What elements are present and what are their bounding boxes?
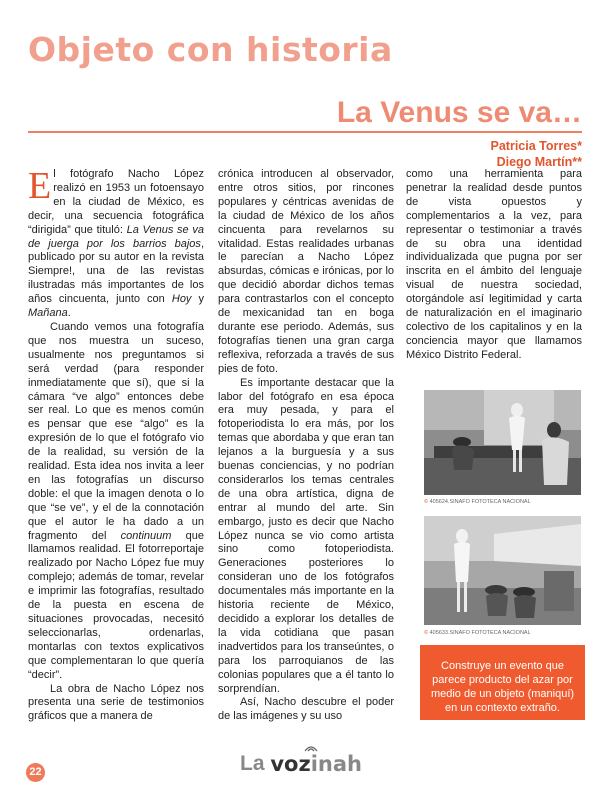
text-run: l fotógrafo Nacho López realizó en 1953 un fotoensayo en la ciudad de México, es decir, una secuencia fotográfica “dirigida” que tituló: [28, 168, 204, 236]
article-title: La Venus se va… [336, 96, 582, 129]
text-run: que llamamos realidad. El fotorreportaje realizado por Nacho López fue muy complejo; además de tomar, revelar e imprimir las fotografías, resultado de la puesta en escena de situaciones provocadas, necesitó seleccionarlas, ordenarlas, montarlas con textos explicativos que complementaran lo que quería “decir”. [28, 529, 204, 681]
italic-title: Mañana [28, 307, 68, 320]
credit-text: 405624.SINAFO FOTOTECA NACIONAL [428, 499, 531, 505]
copyright-mark: © [424, 499, 429, 505]
italic-title: Hoy [171, 293, 192, 306]
drop-cap: E [28, 165, 52, 207]
paragraph-3: La obra de Nacho López nos presenta una serie de testimonios gráficos que a manera de [28, 682, 204, 723]
page-number: 22 [26, 763, 45, 782]
signal-waves-icon [302, 742, 320, 752]
photo-credit-1 [424, 499, 581, 505]
paragraph-7: como una herramienta para penetrar la realidad desde puntos de vista opuestos y complementarios a la vez, para representar o testimoniar a través de su obra una identidad individualizada que pugna por ser inscrita en el ámbito del lenguaje visual de nuestra sociedad, otorgándole así legitimidad y carta de naturalización en el imaginario colectivo de los capitalinos y en la conciencia mayor que llamamos México Distrito Federal. [406, 168, 582, 361]
logo-voz: voz [270, 752, 311, 776]
credit-text: 405633.SINAFO FOTOTECA NACIONAL [428, 630, 531, 636]
paragraph-6: Así, Nacho descubre el poder de las imágenes y su uso [218, 696, 394, 723]
paragraph-intro [28, 165, 205, 321]
paragraph-2 [28, 321, 204, 683]
text-run: Cuando vemos una fotografía que nos muestra un suceso, usualmente nos preguntamos si será verdad (para responder inmediatamente que sí), que si la cámara “ve algo” entonces debe ser real. Lo que es menos común es pensar que ese “algo” es la expresión de lo que el fotógrafo vio de la realidad, su versión de la realidad. Esta idea nos invita a leer en las fotografías un discurso doble: el que la imagen denota o lo que “se ve”, y el de la connotación que el autor le ha dado a un fragmento del [28, 320, 204, 542]
text-run: y [191, 293, 205, 306]
author-2: Diego Martín** [496, 155, 582, 169]
italic-title: La Venus se va de juerga por los barrios bajos [28, 223, 204, 250]
callout-box: Construye un evento que parece producto del azar por medio de un objeto (maniquí) en un contexto extraño. [420, 645, 585, 720]
paragraph-4: crónica introducen al observador, entre otros sitios, por rincones populares y céntricas avenidas de la ciudad de México de los años cincuenta para revelarnos su vitalidad. Estas realidades urbanas le parecían a Nacho López absurdas, cómicas e irónicas, por lo que decidió abordar dichos temas para contrastarlos con el concepto de mexicanidad tan en boga durante ese periodo. Además, sus fotografías tienen una gran carga reflexiva, reforzada a través de sus pies de foto. [218, 168, 394, 375]
article-column-1 [28, 165, 205, 724]
photo-mannequin-street [424, 516, 581, 625]
photo-mannequin-table [424, 390, 581, 495]
article-column-3 [406, 168, 582, 363]
la-voz-inah-logo [240, 752, 362, 782]
photo-mannequin-street-image [424, 516, 581, 625]
copyright-mark: © [424, 630, 429, 636]
photo-credit-2 [424, 630, 581, 636]
author-1: Patricia Torres* [490, 139, 582, 153]
text-run: . [67, 307, 71, 320]
logo-inah: inah [310, 752, 362, 776]
section-title: Objeto con historia [28, 30, 393, 69]
logo-la: La [240, 752, 271, 775]
text-run: , publicado por su autor en la revista Siempre!, una de las revistas ilustradas más importantes de los años cincuenta, junto con [28, 237, 204, 306]
authors [491, 138, 582, 170]
article-column-2 [218, 168, 394, 724]
photo-mannequin-table-image [424, 390, 581, 495]
paragraph-5: Es importante destacar que la labor del fotógrafo en esa época era muy pesada, y para el fotoperiodista lo era más, por los temas que abordaba y que eran tan lejanos a la burguesía y a sus buenas conciencias, y no podrían considerarlos los temas centrales de una obra artística, digna de entrar al mundo del arte. Sin embargo, justo es decir que Nacho López nunca se vio como artista sino como fotoperiodista. Generaciones posteriores lo consideran uno de los fotógrafos documentales más importante en la historia reciente de México, decidido a explorar los detalles de la vida cotidiana que pasan inadvertidos para los transeúntes, o para los parroquianos de las colonias populares que a él tanto lo sorprendían. [218, 376, 394, 695]
italic-term: continuum [120, 529, 172, 542]
title-divider [28, 131, 582, 133]
